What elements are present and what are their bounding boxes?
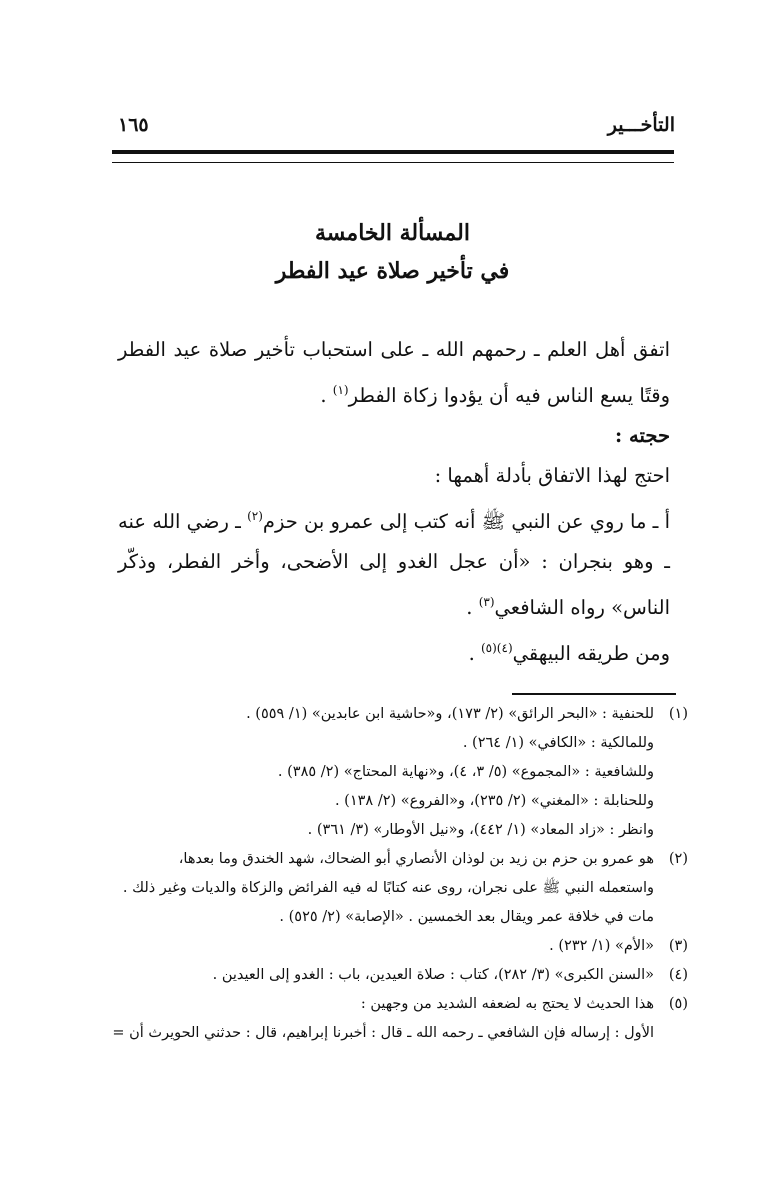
footnote-3: [108, 932, 688, 961]
paragraph-3-text-b: ـ رضي الله عنه ـ وهو بنجران : «أن عجل الغدو إلى الأضحى، وأخر الفطر، وذكّر الناس» رواه الشافعي: [118, 510, 670, 619]
paragraph-3: [118, 496, 698, 628]
footnote-number: (١): [668, 706, 688, 722]
page-header: [110, 110, 675, 140]
footnote-line: الأول : إرساله فإن الشافعي ـ رحمه الله ـ قال : أخبرنا إبراهيم، قال : حدثني الحويرث أن =: [112, 1025, 654, 1041]
paragraph-4-text: ومن طريقه البيهقي: [512, 642, 670, 665]
section-subtitle: في تأخير صلاة عيد الفطر: [275, 258, 510, 284]
footnote-5: [108, 990, 688, 1048]
paragraph-1-text: اتفق أهل العلم ـ رحمهم الله ـ على استحباب تأخير صلاة عيد الفطر وقتًا يسع الناس فيه أن يؤدوا زكاة الفطر: [118, 338, 670, 407]
footnote-line: هذا الحديث لا يحتج به لضعفه الشديد من وجهين :: [360, 996, 654, 1012]
footnote-line: هو عمرو بن حزم بن زيد بن لوذان الأنصاري أبو الضحاك، شهد الخندق وما بعدها،: [178, 851, 654, 867]
footnote-ref-1: (١): [332, 383, 349, 397]
footnote-line: «الأم» (١/ ٢٣٢) .: [549, 938, 654, 954]
footnote-number: (٢): [668, 851, 688, 867]
footnote-line: للحنفية : «البحر الرائق» (٢/ ١٧٣)، و«حاشية ابن عابدين» (١/ ٥٥٩) .: [246, 706, 654, 722]
footnote-4: [108, 961, 688, 990]
footnote-line: وللمالكية : «الكافي» (١/ ٢٦٤) .: [462, 735, 654, 751]
main-text: [118, 330, 698, 674]
footnote-line: وانظر : «زاد المعاد» (١/ ٤٤٢)، و«نيل الأوطار» (٣/ ٣٦١) .: [307, 822, 654, 838]
footnote-number: (٥): [668, 996, 688, 1012]
hujjah-heading: حجته :: [615, 424, 670, 447]
footnote-ref-4-5: (٤)(٥): [480, 641, 513, 655]
paragraph-3-end: .: [466, 596, 479, 619]
paragraph-3-text-a: أ ـ ما روي عن النبي ﷺ أنه كتب إلى عمرو بن حزم: [262, 510, 670, 533]
paragraph-1-end: .: [320, 384, 333, 407]
footnote-line: وللشافعية : «المجموع» (٥/ ٣، ٤)، و«نهاية المحتاج» (٢/ ٣٨٥) .: [277, 764, 654, 780]
paragraph-4: [118, 628, 698, 674]
paragraph-4-end: .: [468, 642, 481, 665]
footnotes: [108, 700, 688, 1048]
paragraph-1: [118, 330, 698, 416]
footnote-line: «السنن الكبرى» (٣/ ٢٨٢)، كتاب : صلاة العيدين، باب : الغدو إلى العيدين .: [212, 967, 654, 983]
footnote-line: وللحنابلة : «المغني» (٢/ ٢٣٥)، و«الفروع» (٢/ ١٣٨) .: [334, 793, 654, 809]
header-rule: [112, 150, 674, 163]
footnote-number: (٤): [668, 967, 688, 983]
paragraph-2: احتج لهذا الاتفاق بأدلة أهمها :: [434, 464, 670, 487]
footnote-line: واستعمله النبي ﷺ على نجران، روى عنه كتابًا له فيه الفرائض والزكاة والديات وغير ذلك .: [122, 880, 654, 896]
footnote-number: (٣): [668, 938, 688, 954]
footnote-line: مات في خلافة عمر ويقال بعد الخمسين . «الإصابة» (٢/ ٥٢٥) .: [279, 909, 654, 925]
footnote-2: [108, 845, 688, 932]
footnote-ref-3: (٣): [478, 595, 495, 609]
section-title: المسألة الخامسة: [315, 220, 470, 246]
footnote-separator: [512, 693, 676, 695]
footnote-ref-2: (٢): [247, 509, 263, 523]
footnote-1: [108, 700, 688, 845]
running-title: التأخـــير: [607, 114, 675, 136]
page-number: ١٦٥: [118, 114, 149, 136]
